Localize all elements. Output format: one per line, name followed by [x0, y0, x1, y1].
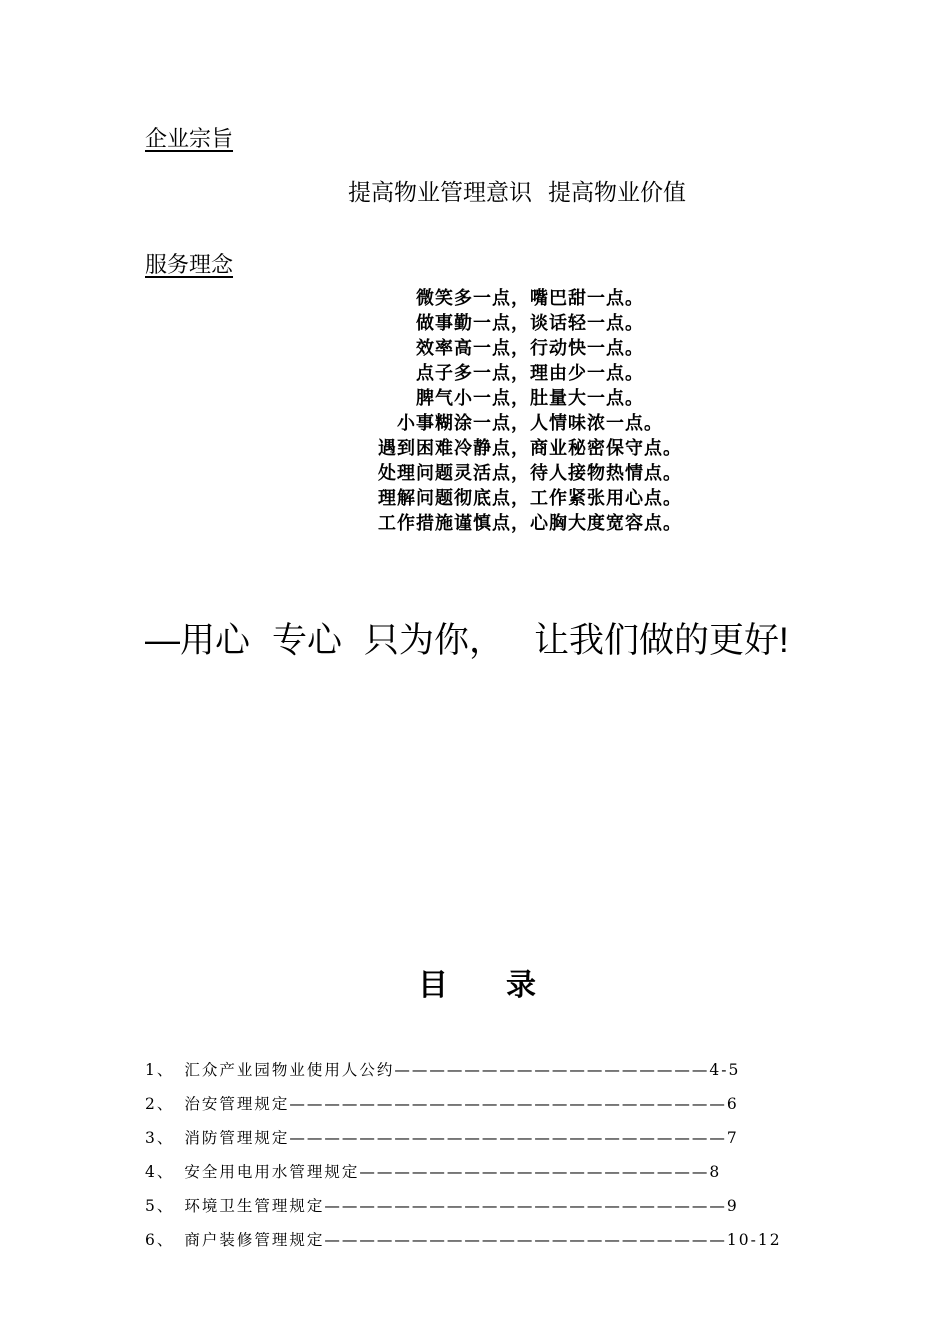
toc-item-label: 治安管理规定	[184, 1095, 290, 1113]
toc-item-2[interactable]	[145, 1092, 845, 1126]
concept-line: 工作措施谨慎点，心胸大度宽容点。	[378, 513, 682, 534]
concept-line: 做事勤一点，谈话轻一点。	[416, 313, 644, 334]
concept-line: 小事糊涂一点，人情味浓一点。	[397, 413, 663, 434]
toc-item-leader: ——————————————————	[394, 1061, 710, 1079]
slogan-part-3: 只为你，	[364, 621, 505, 660]
toc-list	[145, 1058, 845, 1262]
toc-item-4[interactable]	[145, 1160, 845, 1194]
concept-line: 脾气小一点，肚量大一点。	[416, 388, 644, 409]
slogan-part-2: 专心	[272, 621, 343, 660]
toc-item-5[interactable]	[145, 1194, 845, 1228]
toc-item-label: 安全用电用水管理规定	[184, 1163, 360, 1181]
toc-item-leader: ———————————————————————	[324, 1231, 727, 1249]
toc-item-number: 5、	[145, 1197, 175, 1215]
concept-line: 遇到困难冷静点，商业秘密保守点。	[378, 438, 682, 459]
toc-item-page: 6	[726, 1095, 739, 1113]
slogan-part-4: 让我们做的更好!	[534, 621, 789, 660]
toc-item-label: 商户装修管理规定	[184, 1231, 325, 1249]
slogan-part-1: —用心	[145, 621, 251, 660]
toc-item-leader: ———————————————————————	[324, 1197, 727, 1215]
slogan	[145, 613, 789, 663]
toc-title: 目录	[418, 968, 594, 1003]
toc-item-page: 4-5	[709, 1061, 741, 1079]
enterprise-purpose-text	[348, 174, 686, 207]
purpose-text-part-1: 提高物业管理意识	[348, 179, 532, 205]
service-concept-heading: 服务理念	[145, 252, 234, 277]
toc-item-page: 7	[726, 1129, 739, 1147]
concept-line: 理解问题彻底点，工作紧张用心点。	[378, 488, 682, 509]
toc-item-page: 8	[709, 1163, 722, 1181]
toc-item-number: 6、	[145, 1231, 175, 1249]
toc-item-number: 1、	[145, 1061, 175, 1079]
toc-item-label: 汇众产业园物业使用人公约	[184, 1061, 395, 1079]
toc-item-3[interactable]	[145, 1126, 845, 1160]
toc-item-1[interactable]	[145, 1058, 845, 1092]
service-concept-lines	[300, 286, 760, 536]
toc-item-number: 2、	[145, 1095, 175, 1113]
concept-line: 处理问题灵活点，待人接物热情点。	[378, 463, 682, 484]
toc-item-page: 10-12	[726, 1231, 782, 1249]
toc-item-leader: —————————————————————————	[289, 1095, 727, 1113]
concept-line: 点子多一点，理由少一点。	[416, 363, 644, 384]
toc-item-label: 消防管理规定	[184, 1129, 290, 1147]
concept-line: 效率高一点，行动快一点。	[416, 338, 644, 359]
toc-item-number: 4、	[145, 1163, 175, 1181]
toc-item-label: 环境卫生管理规定	[184, 1197, 325, 1215]
purpose-text-part-2: 提高物业价值	[548, 179, 686, 205]
concept-line: 微笑多一点，嘴巴甜一点。	[416, 288, 644, 309]
toc-item-leader: —————————————————————————	[289, 1129, 727, 1147]
toc-item-number: 3、	[145, 1129, 175, 1147]
toc-item-6[interactable]	[145, 1228, 845, 1262]
toc-item-page: 9	[726, 1197, 739, 1215]
toc-item-leader: ————————————————————	[359, 1163, 710, 1181]
enterprise-purpose-heading: 企业宗旨	[145, 126, 234, 151]
